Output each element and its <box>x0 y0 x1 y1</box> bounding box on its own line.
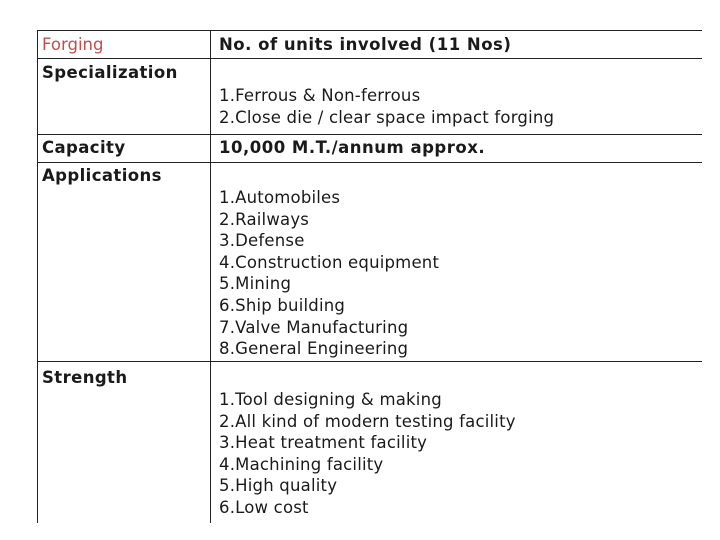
list-item: 2.All kind of modern testing facility <box>219 411 516 431</box>
capacity-label: Capacity <box>42 138 126 157</box>
specialization-list <box>219 85 554 128</box>
table-top-rule <box>37 30 702 31</box>
table-column-rule <box>210 30 211 523</box>
list-item: 1.Automobiles <box>219 188 341 207</box>
list-item: 4.Machining facility <box>219 454 384 474</box>
list-item: 2.Railways <box>219 209 310 229</box>
list-item: 7.Valve Manufacturing <box>219 317 409 337</box>
forging-label: Forging <box>42 35 104 54</box>
specialization-label: Specialization <box>42 63 178 82</box>
table-left-rule <box>37 30 38 523</box>
list-item: 1.Tool designing & making <box>219 390 442 409</box>
forging-value: No. of units involved (11 Nos) <box>219 35 512 54</box>
list-item: 2.Close die / clear space impact forging <box>219 107 555 127</box>
list-item: 8.General Engineering <box>219 339 409 359</box>
row-divider-forging <box>37 58 702 59</box>
row-divider-specialization <box>37 134 702 135</box>
applications-list <box>219 187 439 360</box>
list-item: 6.Ship building <box>219 295 346 315</box>
list-item: 4.Construction equipment <box>219 252 440 272</box>
row-divider-capacity <box>37 162 702 163</box>
list-item: 3.Heat treatment facility <box>219 433 428 453</box>
list-item: 3.Defense <box>219 231 305 251</box>
applications-label: Applications <box>42 166 162 185</box>
strength-list <box>219 389 516 519</box>
list-item: 1.Ferrous & Non-ferrous <box>219 86 421 105</box>
capacity-value: 10,000 M.T./annum approx. <box>219 138 486 157</box>
list-item: 5.High quality <box>219 476 338 496</box>
list-item: 6.Low cost <box>219 497 309 517</box>
list-item: 5.Mining <box>219 274 292 294</box>
strength-label: Strength <box>42 368 128 387</box>
row-divider-applications <box>37 361 702 362</box>
